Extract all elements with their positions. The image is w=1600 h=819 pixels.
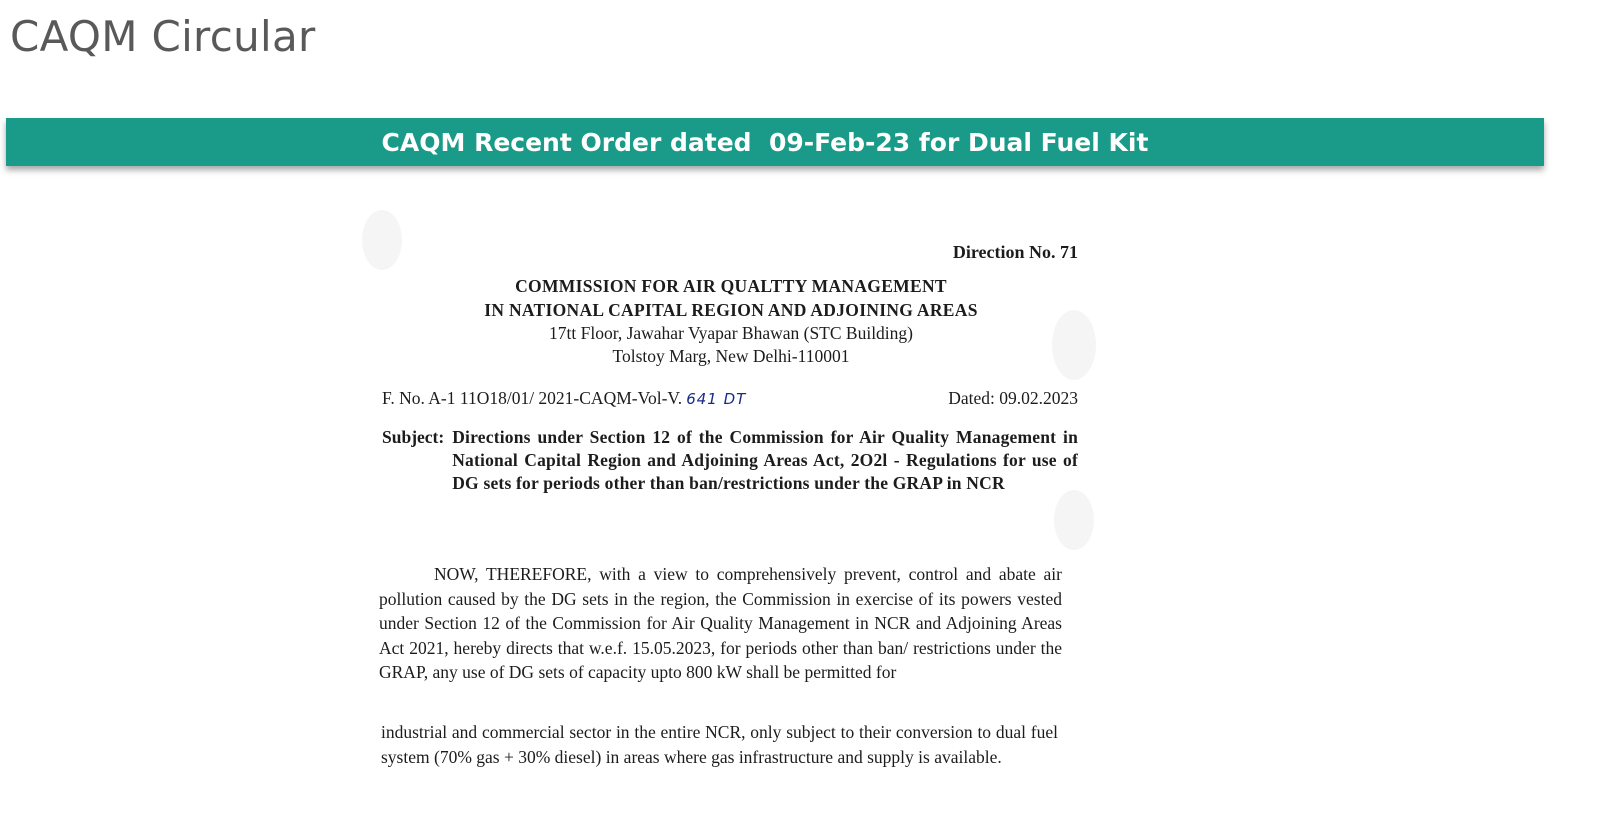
slide-title: CAQM Circular [10,12,316,61]
order-paragraph: industrial and commercial sector in the entire NCR, only subject to their conversion to dual fuel system (70% gas + 30% diesel) in areas where gas infrastructure and supply is available. [381,722,1058,767]
banner-text: CAQM Recent Order dated 09-Feb-23 for Dual Fuel Kit [381,127,1149,157]
file-number-text: F. No. A-1 11O18/01/ 2021-CAQM-Vol-V. [382,388,683,408]
subject-block [382,426,1078,495]
org-name-line: COMMISSION FOR AIR QUALTTY MANAGEMENT [515,276,947,296]
title-banner [6,118,1544,166]
org-name-line: IN NATIONAL CAPITAL REGION AND ADJOINING AREAS [484,300,978,320]
scanned-order-document [362,190,1100,819]
file-number [382,388,746,409]
scan-noise [362,210,402,270]
scan-noise [1054,490,1094,550]
letterhead [362,274,1100,368]
address-line: 17tt Floor, Jawahar Vyapar Bhawan (STC Building) [549,323,913,343]
subject-text: Directions under Section 12 of the Commission for Air Quality Management in National Capital Region and Adjoining Areas Act, 2O2l - Regulations for use of DG sets for periods other than ban/restrictions under the GRAP in NCR [452,427,1078,493]
address-line: Tolstoy Marg, New Delhi-110001 [612,346,850,366]
order-paragraph: NOW, THEREFORE, with a view to comprehensively prevent, control and abate air pollution caused by the DG sets in the region, the Commission in exercise of its powers vested under Section 12 of the Commission for Air Quality Management in NCR and Adjoining Areas Act 2021, hereby directs that w.e.f. 15.05.2023, for periods other than ban/ restrictions under the GRAP, any use of DG sets of capacity upto 800 kW shall be permitted for [379,564,1062,682]
handwritten-number: 641 DT [686,390,747,408]
direction-number: Direction No. 71 [952,242,1078,262]
file-number-row [382,388,1078,409]
subject-label: Subject: [382,427,445,447]
order-date: Dated: 09.02.2023 [948,388,1078,408]
